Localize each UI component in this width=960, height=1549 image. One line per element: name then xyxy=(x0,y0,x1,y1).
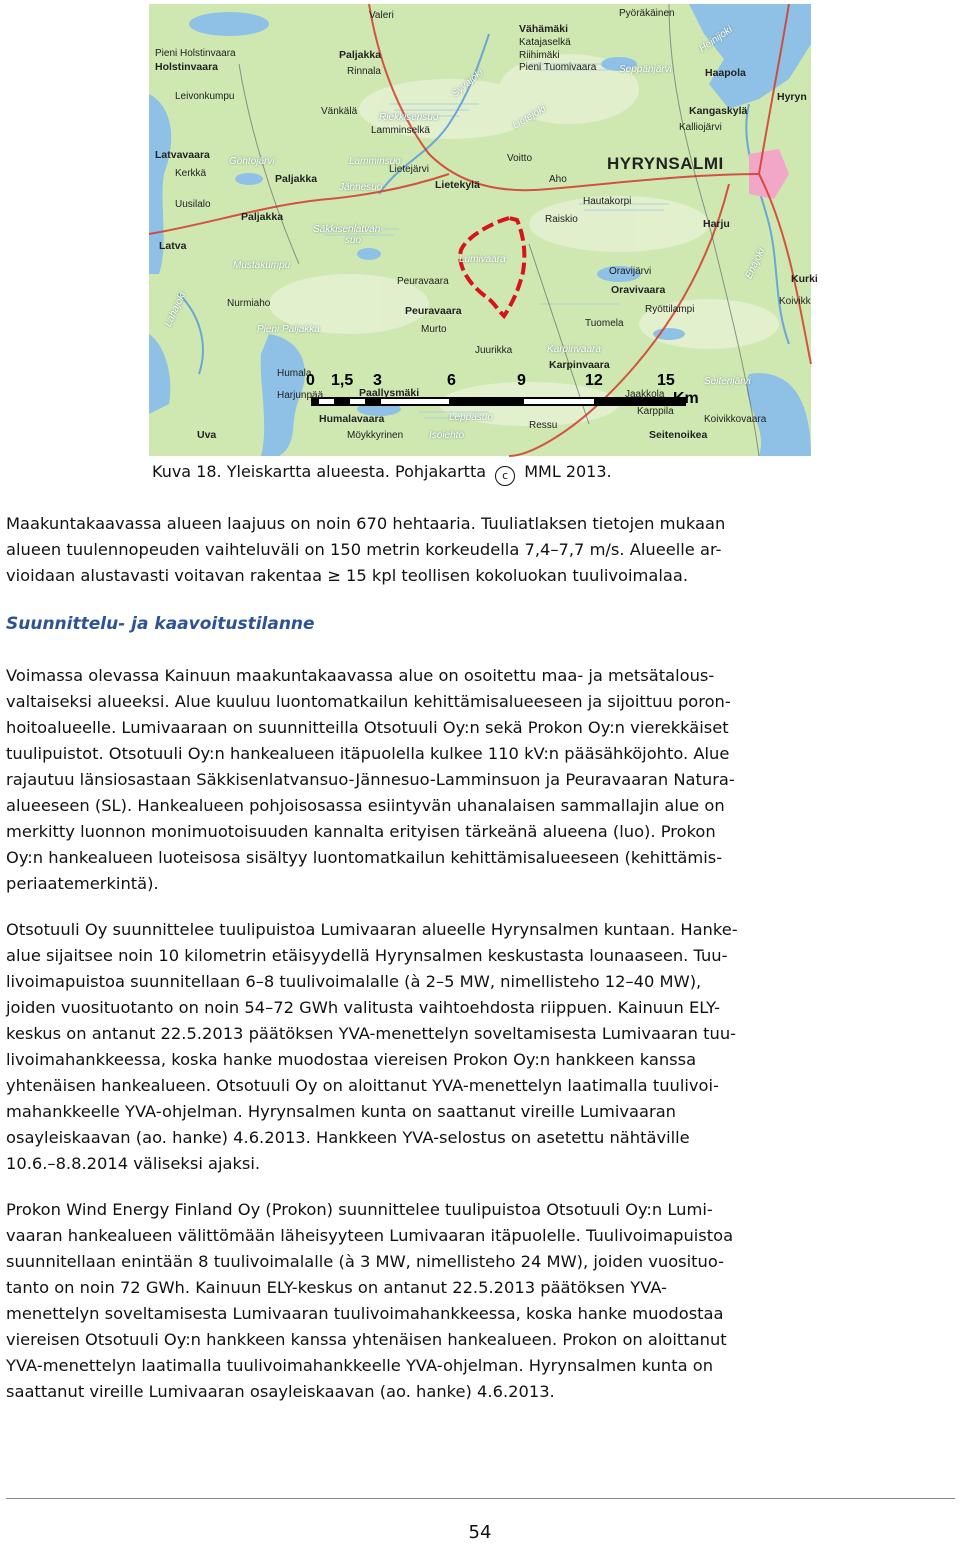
map-label: Tuomela xyxy=(585,318,624,329)
map-label: Lietejärvi xyxy=(389,164,430,175)
map-label: Humala xyxy=(277,368,312,379)
map-label: Kerkkä xyxy=(175,168,207,179)
text-line: joiden vuosituotanto on noin 54–72 GWh valitusta vaihtoehdosta riippuen. Kainuun ELY- xyxy=(6,998,721,1017)
map-label: Peuravaara xyxy=(405,305,462,317)
map-label: Ressu xyxy=(529,420,558,431)
map-label: Uva xyxy=(197,429,217,441)
map-label: Lietejoki xyxy=(510,103,548,132)
map-label: Paallysmäki xyxy=(359,387,420,399)
map-label: Harjunpää xyxy=(277,390,324,401)
map-label: Hyryn xyxy=(777,91,807,103)
scale-tick-label: 9 xyxy=(517,372,526,389)
map-label: Rinnala xyxy=(347,66,381,77)
text-line: Voimassa olevassa Kainuun maakuntakaavassa alue on osoitettu maa- ja metsätalous- xyxy=(6,666,715,685)
paragraph-planning-status xyxy=(6,663,955,897)
text-line: saattanut vireille Lumivaaran osayleiskaavan (ao. hanke) 4.6.2013. xyxy=(6,1382,555,1401)
map-label: Lamminselkä xyxy=(371,125,430,136)
map-label: Lamminsuo xyxy=(349,156,401,167)
text-line: 10.6.–8.8.2014 väliseksi ajaksi. xyxy=(6,1154,261,1173)
map-label: Lumivaara xyxy=(459,254,506,265)
map-label: Vähämäki xyxy=(519,23,569,35)
map-label: Koivikkovaara xyxy=(704,414,767,425)
paragraph-prokon xyxy=(6,1197,955,1405)
scale-tick-label: 12 xyxy=(585,372,603,389)
map-label: Pyöräkäinen xyxy=(619,8,675,19)
map-label: Paljakka xyxy=(339,49,382,61)
text-line: vioidaan alustavasti voitavan rakentaa ≥ 15 kpl teollisen kokoluokan tuulivoimalaa. xyxy=(6,566,689,585)
text-line: mahankkeelle YVA-ohjelman. Hyrynsalmen kunta on saattanut vireille Lumivaaran xyxy=(6,1102,677,1121)
map-label: Koivikk xyxy=(779,296,811,307)
text-line: menettelyn soveltamisesta Lumivaaran tuulivoimahankkeessa, koska hanke muodostaa xyxy=(6,1304,724,1323)
map-label: Kalliojärvi xyxy=(679,122,722,133)
caption-text: Kuva 18. Yleiskartta alueesta. Pohjakartta xyxy=(152,462,487,481)
text-line: YVA-menettelyn laatimalla tuulivoimahankkeelle YVA-ohjelman. Hyrynsalmen kunta on xyxy=(6,1356,714,1375)
map-label: Raiskio xyxy=(545,214,578,225)
text-line: alue sijaitsee noin 10 kilometrin etäisyydellä Hyrynsalmen keskustasta lounaaseen. Tuu- xyxy=(6,946,728,965)
text-line: livoimahankkeessa, koska hanke muodostaa viereisen Prokon Oy:n hankkeen kanssa xyxy=(6,1050,697,1069)
map-label: Pieni Tuomivaara xyxy=(519,62,597,73)
scale-tick-label: 15 xyxy=(657,372,675,389)
map-label: Ryöttilampi xyxy=(645,304,695,315)
text-line: livoimapuistoa suunnitellaan 6–8 tuulivoimalalle (à 2–5 MW, nimellisteho 12–40 MW), xyxy=(6,972,702,991)
map-label: Peuravaara xyxy=(397,276,449,287)
map-label: Jaakkola xyxy=(625,389,665,400)
map-label: Haapola xyxy=(705,67,746,79)
caption-source: MML 2013. xyxy=(524,462,612,481)
map-label: Heinijoki xyxy=(697,24,735,55)
text-line: Maakuntakaavassa alueen laajuus on noin 670 hehtaaria. Tuuliatlaksen tietojen mukaan xyxy=(6,514,726,533)
map-label: Seppänjärvi xyxy=(619,64,672,75)
page-number: 54 xyxy=(468,1522,492,1543)
scale-unit: Km xyxy=(673,390,699,407)
text-line: suunnitellaan enintään 8 tuulivoimalalle (à 3 MW, nimellisteho 24 MW), joiden vuosituo- xyxy=(6,1252,725,1271)
figure-caption xyxy=(152,461,612,486)
map-label: Leppäsuo xyxy=(449,412,493,423)
map-label: Vänkälä xyxy=(321,106,358,117)
map-label: Isolehto xyxy=(429,430,465,441)
map-town-label: HYRYNSALMI xyxy=(607,154,724,173)
text-line: alueeseen (SL). Hankealueen pohjoisosassa esiintyvän uhanalaisen sammallajin alue on xyxy=(6,796,725,815)
text-line: alueen tuulennopeuden vaihteluväli on 150 metrin korkeudella 7,4–7,7 m/s. Alueelle ar- xyxy=(6,540,722,559)
map-label: Jännesuo xyxy=(339,182,383,193)
map-label: Oravivaara xyxy=(611,284,666,296)
scale-tick-label: 6 xyxy=(447,372,456,389)
map-label: Harju xyxy=(703,218,730,230)
map-label: Karpinvaara xyxy=(547,344,601,355)
map-label: Karpinvaara xyxy=(549,359,610,371)
text-line: Otsotuuli Oy suunnittelee tuulipuistoa Lumivaaran alueelle Hyrynsalmen kuntaan. Hanke- xyxy=(6,920,738,939)
map-label: Karppila xyxy=(637,406,674,417)
map-label: Uusilalo xyxy=(175,199,211,210)
map-label: Nurmiaho xyxy=(227,298,271,309)
map-label: Pieni Holstinvaara xyxy=(155,48,236,59)
text-line: valtaiseksi alueeksi. Alue kuuluu luontomatkailun kehittämisalueeseen ja sijoittuu poron- xyxy=(6,692,731,711)
text-line: keskus on antanut 22.5.2013 päätöksen YVA-menettelyn soveltamisesta Lumivaaran tuu- xyxy=(6,1024,737,1043)
footer-divider xyxy=(6,1498,955,1499)
scale-tick-label: 0 xyxy=(306,372,315,389)
map-label: Valeri xyxy=(369,10,394,21)
copyright-icon: c xyxy=(495,466,515,486)
map-label: Riekkisensuo xyxy=(379,112,439,123)
map-label: Lahajoki xyxy=(162,290,189,329)
paragraph-otsotuuli xyxy=(6,917,955,1177)
text-line: viereisen Otsotuuli Oy:n hankkeen kanssa yhtenäisen hankealueen. Prokon on aloittanut xyxy=(6,1330,727,1349)
map-label: Latva xyxy=(159,240,187,252)
text-line: vaaran hankealueen välittömään läheisyyteen Lumivaaran itäpuolelle. Tuulivoimapuistoa xyxy=(6,1226,734,1245)
text-line: tuulipuistot. Otsotuuli Oy:n hankealueen itäpuolella kulkee 110 kV:n pääsähköjohto. Alue xyxy=(6,744,730,763)
map-label: Pieni Paljakka xyxy=(257,324,320,335)
scale-tick-label: 1,5 xyxy=(331,372,354,389)
text-line: tanto on noin 72 GWh. Kainuun ELY-keskus on antanut 22.5.2013 päätöksen YVA- xyxy=(6,1278,668,1297)
map-label: Hautakorpi xyxy=(583,196,632,207)
text-line: rajautuu länsiosastaan Säkkisenlatvansuo-Jännesuo-Lamminsuon ja Peuravaaran Natura- xyxy=(6,770,735,789)
map-label: Säkkisenlatvan- xyxy=(313,224,384,235)
map-label: Kangaskylä xyxy=(689,105,748,117)
map-label: Seitenoikea xyxy=(649,429,708,441)
text-line: Oy:n hankealueen luoteisosa sisältyy luontomatkailun kehittämisalueeseen (kehittämis- xyxy=(6,848,723,867)
text-line: periaatemerkintä). xyxy=(6,874,159,893)
map-label: Lietekylä xyxy=(435,179,480,191)
map-label: Voitto xyxy=(507,153,533,164)
map-label: Paljakka xyxy=(241,211,284,223)
map-label: suo xyxy=(345,235,362,246)
text-line: hoitoalueelle. Lumivaaraan on suunnitteilla Otsotuuli Oy:n sekä Prokon Oy:n vierekkäiset xyxy=(6,718,729,737)
map-label: Humalavaara xyxy=(319,413,385,425)
text-line: Prokon Wind Energy Finland Oy (Prokon) suunnittelee tuulipuistoa Otsotuuli Oy:n Lumi- xyxy=(6,1200,713,1219)
overview-map xyxy=(149,4,818,456)
map-label: Leivonkumpu xyxy=(175,91,235,102)
map-label: Mustakumpu xyxy=(233,260,291,271)
map-label: Juurikka xyxy=(475,345,513,356)
map-label: Riihimäki xyxy=(519,50,560,61)
map-label: Seitenjärvi xyxy=(704,376,751,387)
map-label: Göhtojärvi xyxy=(229,156,275,167)
paragraph-intro xyxy=(6,511,955,589)
map-label: Murto xyxy=(421,324,447,335)
map-label: Katajaselkä xyxy=(519,37,571,48)
map-label: Paljakka xyxy=(275,173,318,185)
section-heading: Suunnittelu- ja kaavoitustilanne xyxy=(6,614,315,634)
map-label: Kurki xyxy=(791,273,818,285)
scale-tick-label: 3 xyxy=(373,372,382,389)
map-label: Enäjoki xyxy=(743,246,768,281)
text-line: yhtenäisen hankealueen. Otsotuuli Oy on aloittanut YVA-menettelyn laatimalla tuulivoi- xyxy=(6,1076,719,1095)
text-line: osayleiskaavan (ao. hanke) 4.6.2013. Hankkeen YVA-selostus on asetettu nähtäville xyxy=(6,1128,690,1147)
map-label: Latvavaara xyxy=(155,149,210,161)
text-line: merkitty luonnon monimuotoisuuden kannalta erityisen tärkeänä alueena (luo). Prokon xyxy=(6,822,716,841)
map-label: Holstinvaara xyxy=(155,61,219,73)
map-label: Aho xyxy=(549,174,567,185)
map-label: Oravijärvi xyxy=(609,266,652,277)
map-label: Syväjoki xyxy=(449,67,486,100)
map-label: Möykkyrinen xyxy=(347,430,404,441)
